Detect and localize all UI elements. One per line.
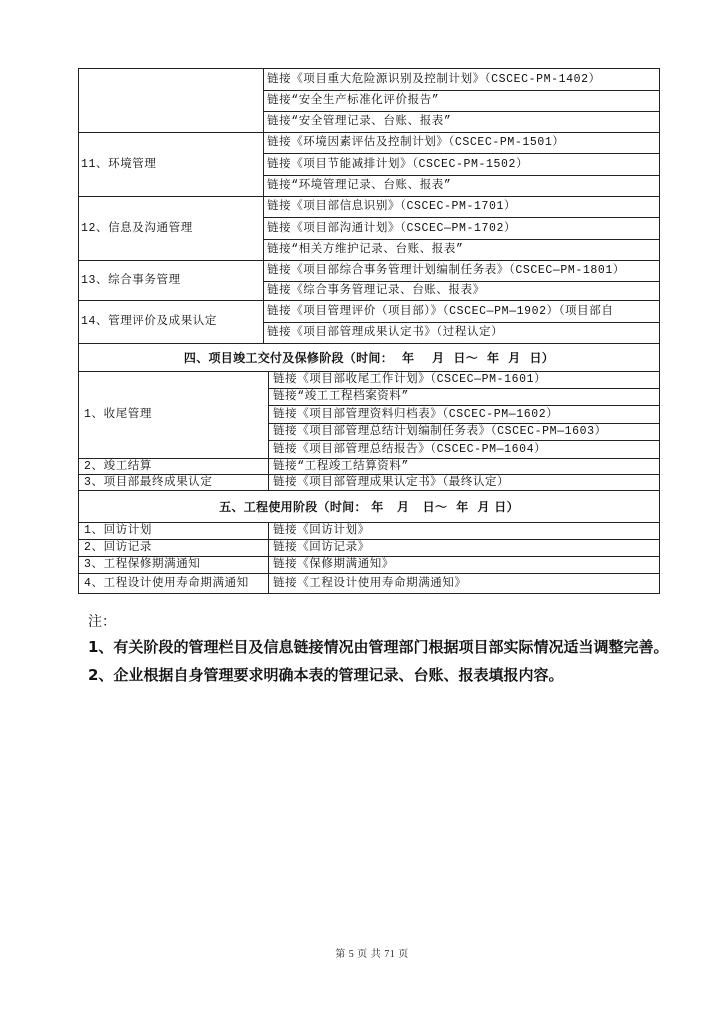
link-item: 链接“安全管理记录、台账、报表” (264, 112, 660, 133)
link-item: 链接《环境因素评估及控制计划》（CSCEC-PM-1501） (264, 133, 660, 154)
link-item: 链接《项目部综合事务管理计划编制任务表》（CSCEC—PM-1801） (264, 261, 660, 282)
link-item: 链接“环境管理记录、台账、报表” (264, 176, 660, 197)
category-environment-management: 11、环境管理 (79, 133, 264, 197)
management-table-lower (78, 343, 660, 594)
link-item: 链接《项目部沟通计划》（CSCEC—PM-1702） (264, 218, 660, 240)
link-item: 链接《项目管理评价（项目部）》（CSCEC—PM—1902）（项目部自 (264, 301, 660, 323)
category-closing-management: 1、收尾管理 (79, 372, 269, 459)
category-general-affairs: 13、综合事务管理 (79, 261, 264, 301)
category-cell-empty (79, 69, 264, 133)
link-item: 链接《项目部管理成果认定书》（最终认定） (269, 475, 660, 491)
note-item: 2、企业根据自身管理要求明确本表的管理记录、台账、报表填报内容。 (88, 666, 564, 684)
link-item: 链接《项目部收尾工作计划》（CSCEC—PM-1601） (269, 372, 660, 389)
notes-title: 注： (88, 614, 116, 630)
table-row (79, 372, 660, 389)
category-return-visit-record: 2、回访记录 (79, 540, 269, 557)
table-row (79, 574, 660, 594)
category-completion-settlement: 2、竣工结算 (79, 459, 269, 475)
category-information-communication: 12、信息及沟通管理 (79, 197, 264, 261)
stage-4-heading: 四、项目竣工交付及保修阶段（时间： 年 月 日～ 年 月 日） (79, 344, 660, 372)
link-item: 链接《回访计划》 (269, 523, 660, 540)
link-item: 链接《综合事务管理记录、台账、报表》 (264, 282, 660, 301)
link-item: 链接《回访记录》 (269, 540, 660, 557)
link-item: 链接《工程设计使用寿命期满通知》 (269, 574, 660, 594)
table-row (79, 523, 660, 540)
category-design-life-expiry: 4、工程设计使用寿命期满通知 (79, 574, 269, 594)
link-item: 链接“竣工工程档案资料” (269, 389, 660, 406)
management-table-upper (78, 68, 660, 344)
table-row (79, 344, 660, 372)
table-row (79, 69, 660, 91)
link-item: 链接《项目重大危险源识别及控制计划》（CSCEC-PM-1402） (264, 69, 660, 91)
table-row (79, 459, 660, 475)
link-item: 链接《项目节能减排计划》（CSCEC-PM-1502） (264, 154, 660, 176)
link-item: 链接《项目部管理资料归档表》（CSCEC-PM—1602） (269, 406, 660, 424)
table-row (79, 491, 660, 523)
category-evaluation-achievement: 14、管理评价及成果认定 (79, 301, 264, 344)
table-row (79, 475, 660, 491)
table-row (79, 197, 660, 218)
table-row (79, 557, 660, 574)
link-item: 链接“安全生产标准化评价报告” (264, 91, 660, 112)
link-item: 链接“工程竣工结算资料” (269, 459, 660, 475)
page-number: 第 5 页 共 71 页 (335, 949, 409, 960)
category-warranty-expiry: 3、工程保修期满通知 (79, 557, 269, 574)
table-row (79, 540, 660, 557)
category-final-achievement: 3、项目部最终成果认定 (79, 475, 269, 491)
note-item: 1、有关阶段的管理栏目及信息链接情况由管理部门根据项目部实际情况适当调整完善。 (88, 638, 669, 656)
link-item: 链接“相关方维护记录、台账、报表” (264, 240, 660, 261)
table-row (79, 133, 660, 154)
link-item: 链接《项目部管理总结计划编制任务表》（CSCEC-PM—1603） (269, 424, 660, 441)
table-row (79, 261, 660, 282)
link-item: 链接《项目部管理成果认定书》（过程认定） (264, 323, 660, 344)
link-item: 链接《项目部信息识别》（CSCEC-PM-1701） (264, 197, 660, 218)
management-table (78, 68, 659, 594)
link-item: 链接《项目部管理总结报告》（CSCEC-PM—1604） (269, 441, 660, 459)
category-return-visit-plan: 1、回访计划 (79, 523, 269, 540)
table-row (79, 301, 660, 323)
stage-5-heading: 五、工程使用阶段（时间： 年 月 日～ 年 月 日） (79, 491, 660, 523)
link-item: 链接《保修期满通知》 (269, 557, 660, 574)
